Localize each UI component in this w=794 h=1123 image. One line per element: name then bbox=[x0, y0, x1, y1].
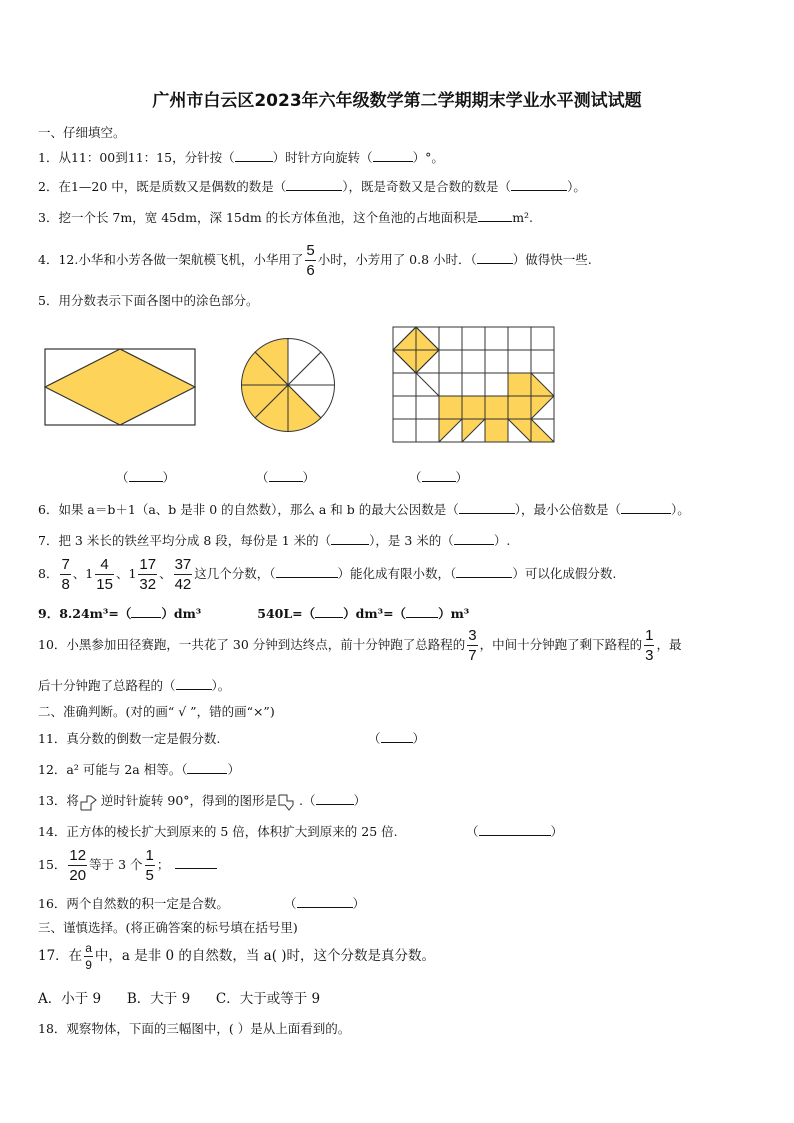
q10-fraction-1 bbox=[467, 628, 477, 663]
q17-text-b: 中，a 是非 0 的自然数，当 a( )时，这个分数是真分数。 bbox=[94, 948, 436, 964]
q3-text-b: m². bbox=[512, 210, 534, 225]
q17-numerator: a bbox=[85, 941, 92, 955]
q8-f3-denominator: 32 bbox=[139, 576, 157, 593]
q8-sep-1: 、1 bbox=[72, 566, 94, 581]
q4-blank[interactable] bbox=[477, 252, 513, 264]
q8-blank-1[interactable] bbox=[276, 566, 338, 578]
q17-denominator: 9 bbox=[85, 958, 92, 972]
q10-fraction-2 bbox=[644, 628, 654, 663]
q8-text-a: 这几个分数，（ bbox=[194, 566, 276, 581]
q1-text-b: ）时针方向旋转（ bbox=[272, 150, 373, 165]
question-17 bbox=[38, 942, 435, 971]
q16-blank[interactable] bbox=[297, 896, 353, 908]
q4-text-b: 小时，小芳用了 0.8 小时．（ bbox=[317, 252, 477, 267]
q10-f1-numerator: 3 bbox=[468, 627, 477, 644]
question-9 bbox=[38, 604, 469, 622]
q10-text-d: 后十分钟跑了总路程的（ bbox=[38, 678, 176, 693]
q8-f4-numerator: 37 bbox=[174, 556, 192, 573]
q8-fraction-3 bbox=[138, 557, 157, 592]
section-heading-judge: 二、准确判断。(对的画“ √ ”，错的画“×”) bbox=[38, 704, 275, 719]
question-16: 16．两个自然数的积一定是合数。 bbox=[38, 896, 229, 911]
q4-fraction bbox=[305, 243, 315, 278]
q11-paren-close: ） bbox=[412, 731, 426, 746]
question-4 bbox=[38, 243, 592, 278]
q5-paren-open: （ bbox=[256, 470, 269, 485]
q15-f1-denominator: 20 bbox=[69, 867, 87, 884]
q8-blank-2[interactable] bbox=[456, 566, 512, 578]
q13-text-a: 13．将 bbox=[38, 793, 79, 808]
q15-fraction-1 bbox=[68, 848, 87, 883]
q13-text-d: ） bbox=[353, 793, 367, 808]
q4-text-a: 4．12.小华和小芳各做一架航模飞机，小华用了 bbox=[38, 252, 304, 267]
question-13 bbox=[38, 791, 366, 811]
section-heading-choice: 三、谨慎选择。(将正确答案的标号填在括号里) bbox=[38, 920, 298, 935]
q8-fraction-4 bbox=[174, 557, 193, 592]
q8-f4-denominator: 42 bbox=[174, 576, 192, 593]
question-7 bbox=[38, 531, 510, 549]
q11-blank[interactable] bbox=[381, 731, 413, 743]
question-1 bbox=[38, 148, 444, 166]
q8-f2-denominator: 15 bbox=[96, 576, 113, 593]
q6-text-b: ），最小公倍数是（ bbox=[514, 502, 622, 517]
figure-rhombus-in-rectangle bbox=[44, 348, 196, 428]
q9-blank-2[interactable] bbox=[315, 606, 343, 618]
q2-blank-2[interactable] bbox=[511, 179, 567, 191]
q14-blank[interactable] bbox=[479, 824, 551, 836]
q15-f2-numerator: 1 bbox=[145, 847, 154, 864]
q6-text-a: 6．如果 a＝b＋1（a、b 是非 0 的自然数），那么 a 和 b 的最大公因数是（ bbox=[38, 502, 459, 517]
question-2 bbox=[38, 177, 586, 195]
q11-answer bbox=[368, 729, 425, 747]
q16-answer bbox=[284, 894, 365, 912]
q12-text-a: 12．a² 可能与 2a 相等。（ bbox=[38, 762, 188, 777]
q8-text-c: ）可以化成假分数. bbox=[512, 566, 617, 581]
q10-text-e: ）。 bbox=[211, 678, 231, 693]
q2-blank-1[interactable] bbox=[286, 179, 342, 191]
q5-paren-open: （ bbox=[409, 470, 422, 485]
q15-blank[interactable] bbox=[175, 857, 217, 869]
figure-grid-animal bbox=[392, 326, 560, 448]
q4-text-c: ）做得快一些. bbox=[512, 252, 592, 267]
q2-text-c: ）。 bbox=[567, 179, 586, 194]
q5-answer-1 bbox=[116, 468, 175, 486]
q1-text-a: 1．从11：00到11：15，分针按（ bbox=[38, 150, 235, 165]
q8-text-b: ）能化成有限小数，（ bbox=[337, 566, 457, 581]
q9-blank-1[interactable] bbox=[131, 606, 161, 618]
q11-paren-open: （ bbox=[368, 731, 381, 746]
q15-f1-numerator: 12 bbox=[69, 847, 87, 864]
section-heading-fill: 一、仔细填空。 bbox=[38, 125, 126, 140]
shaded-rhombus bbox=[45, 349, 195, 425]
q17-fraction bbox=[84, 942, 93, 971]
q16-paren-close: ） bbox=[352, 896, 366, 911]
q15-text-a: 15． bbox=[38, 857, 67, 872]
question-12 bbox=[38, 760, 240, 778]
page-title: 广州市白云区2023年六年级数学第二学期期末学业水平测试试题 bbox=[152, 91, 642, 111]
q7-text-c: ）. bbox=[493, 533, 511, 548]
q15-text-b: 等于 3 个 bbox=[89, 857, 143, 872]
q8-sep-3: 、 bbox=[159, 566, 172, 581]
q12-text-b: ） bbox=[227, 762, 240, 777]
q4-denominator: 6 bbox=[306, 262, 315, 279]
q13-text-b: 逆时针旋转 90°，得到的图形是 bbox=[100, 793, 278, 808]
animal-leg-3 bbox=[485, 419, 508, 442]
question-10 bbox=[38, 628, 681, 663]
question-11: 11．真分数的倒数一定是假分数. bbox=[38, 731, 221, 746]
arrow-shape-rotated-icon bbox=[277, 793, 299, 811]
q13-blank[interactable] bbox=[316, 793, 354, 805]
q10-text-a: 10．小黑参加田径赛跑，一共花了 30 分钟到达终点，前十分钟跑了总路程的 bbox=[38, 637, 466, 652]
arrow-shape-original-icon bbox=[79, 793, 101, 811]
q16-paren-open: （ bbox=[284, 896, 297, 911]
q1-blank-2[interactable] bbox=[373, 150, 413, 162]
q5-blank-2[interactable] bbox=[269, 470, 303, 482]
q14-paren-close: ） bbox=[550, 824, 564, 839]
q14-answer bbox=[466, 822, 563, 840]
q1-text-c: ）°。 bbox=[412, 150, 444, 165]
q5-paren-open: （ bbox=[116, 470, 129, 485]
q10-blank[interactable] bbox=[176, 678, 212, 690]
q8-f2-numerator: 4 bbox=[100, 556, 109, 573]
q2-text-a: 2．在1—20 中，既是质数又是偶数的数是（ bbox=[38, 179, 287, 194]
q5-answer-3 bbox=[409, 468, 468, 486]
q8-fraction-1 bbox=[60, 557, 70, 592]
q5-answer-2 bbox=[256, 468, 315, 486]
question-6 bbox=[38, 500, 690, 518]
q10-f2-numerator: 1 bbox=[645, 627, 654, 644]
q10-f1-denominator: 7 bbox=[468, 647, 477, 664]
q3-blank[interactable] bbox=[478, 210, 512, 222]
q8-sep-2: 、1 bbox=[115, 566, 137, 581]
q7-blank-1[interactable] bbox=[331, 533, 369, 545]
question-15 bbox=[38, 848, 217, 883]
q9-text-b: ）dm³ bbox=[161, 606, 202, 621]
question-14: 14．正方体的棱长扩大到原来的 5 倍，体积扩大到原来的 25 倍. bbox=[38, 824, 398, 839]
question-10-cont bbox=[38, 676, 230, 694]
q5-blank-1[interactable] bbox=[129, 470, 163, 482]
q4-numerator: 5 bbox=[306, 242, 315, 259]
question-3 bbox=[38, 208, 533, 226]
q12-blank[interactable] bbox=[187, 762, 227, 774]
q5-paren-close: ） bbox=[162, 470, 176, 485]
q6-text-c: ）。 bbox=[671, 502, 690, 517]
q5-paren-close: ） bbox=[455, 470, 469, 485]
q5-paren-close: ） bbox=[302, 470, 316, 485]
q15-f2-denominator: 5 bbox=[145, 867, 154, 884]
q7-text-b: ），是 3 米的（ bbox=[369, 533, 454, 548]
q3-text-a: 3．挖一个长 7m，宽 45dm，深 15dm 的长方体鱼池，这个鱼池的占地面积是 bbox=[38, 210, 479, 225]
q6-blank-2[interactable] bbox=[621, 502, 671, 514]
q9-text-a: 9．8.24m³=（ bbox=[38, 606, 132, 621]
q9-text-e: ）m³ bbox=[438, 606, 470, 621]
q8-label: 8． bbox=[38, 566, 59, 581]
q10-text-c: ，最 bbox=[656, 637, 682, 652]
q10-f2-denominator: 3 bbox=[645, 647, 654, 664]
q13-text-c: .（ bbox=[299, 793, 316, 808]
question-18: 18．观察物体，下面的三幅图中，( ）是从上面看到的。 bbox=[38, 1021, 351, 1036]
q15-text-c: ； bbox=[156, 857, 170, 872]
q7-text-a: 7．把 3 米长的铁丝平均分成 8 段，每份是 1 米的（ bbox=[38, 533, 332, 548]
figure-circle-sectors bbox=[240, 337, 336, 433]
q8-f3-numerator: 17 bbox=[139, 556, 157, 573]
q17-options: A．小于 9 B．大于 9 C．大于或等于 9 bbox=[38, 991, 321, 1007]
q8-f1-denominator: 8 bbox=[61, 576, 70, 593]
q9-blank-3[interactable] bbox=[406, 606, 438, 618]
q7-blank-2[interactable] bbox=[454, 533, 494, 545]
q2-text-b: ），既是奇数又是合数的数是（ bbox=[342, 179, 512, 194]
q9-text-c: 540L=（ bbox=[257, 606, 316, 621]
q5-blank-3[interactable] bbox=[422, 470, 456, 482]
q15-fraction-2 bbox=[145, 848, 155, 883]
q8-f1-numerator: 7 bbox=[61, 556, 70, 573]
q6-blank-1[interactable] bbox=[459, 502, 515, 514]
q9-text-d: ）dm³=（ bbox=[343, 606, 407, 621]
q17-text-a: 17．在 bbox=[38, 948, 83, 964]
q14-paren-open: （ bbox=[466, 824, 479, 839]
question-5: 5．用分数表示下面各图中的涂色部分。 bbox=[38, 293, 259, 308]
question-8 bbox=[38, 557, 616, 592]
q10-text-b: ，中间十分钟跑了剩下路程的 bbox=[479, 637, 643, 652]
q8-fraction-2 bbox=[95, 557, 114, 592]
q1-blank-1[interactable] bbox=[235, 150, 273, 162]
